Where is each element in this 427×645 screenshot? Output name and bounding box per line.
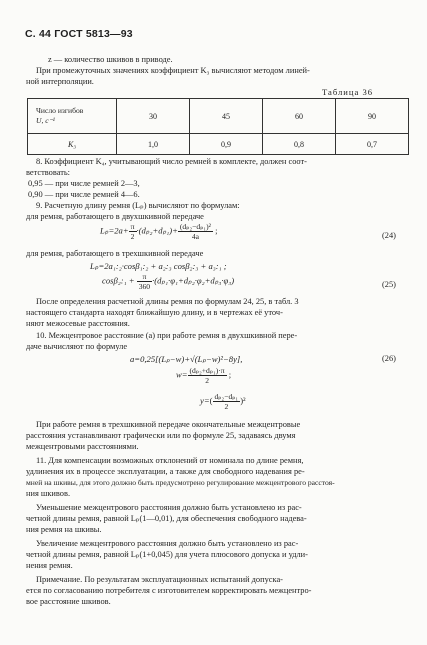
- coefficient-table: [27, 98, 409, 155]
- eq26-y-frac: $\frac{\text{dₚ₂−dₚ₁}}{2}$: [214, 392, 239, 411]
- eq25b-rhs: ·(dₚ₁·φ₁+dₚ₂·φ₂+dₚ₃·φ₃): [152, 275, 235, 286]
- p11-line-1: 11. Для компенсации возможных отклонений от номинала по длине ремня,: [36, 456, 304, 465]
- p-after-line-2: настоящего стандарта находят ближайшую длину, и в чертежах её уточ-: [26, 308, 283, 317]
- p8-line-3: 0,95 — при числе ремней 2—3,: [28, 179, 140, 188]
- p11b-line-2: четной длины ремня, равной Lₚ(1—0,01), для обеспечения свободного надева-: [26, 514, 307, 523]
- p11-line-3: мней на шкивы, для этого должно быть предусмотрено регулирование межцентрового расстоя-: [26, 478, 335, 487]
- table-col-header: 60: [263, 99, 336, 134]
- p9b-line: для ремня, работающего в трехшкивной передаче: [26, 249, 204, 258]
- intro-line-1: z — количество шкивов в приводе.: [48, 55, 173, 64]
- note-line-3: вое расстояние шкивов.: [26, 597, 111, 606]
- intro-line-3: ной интерполяции.: [26, 77, 94, 86]
- p8-line-1: 8. Коэффициент K₄, учитывающий число ремней в комплекте, должен соот-: [36, 157, 307, 166]
- table-col-header: 30: [117, 99, 190, 134]
- table-cell: 1,0: [117, 134, 190, 155]
- formula-24: Lₚ=2a+ $\frac{\pi}{2}$ ·(dₚ₂+dₚ₁)+ $\frac{\text{(dₚ₂−dₚ₁)²}}{4a}$ ;: [100, 222, 218, 241]
- row-label-2: U, с⁻¹: [36, 116, 55, 125]
- eq24-frac: $\frac{\text{(dₚ₂−dₚ₁)²}}{4a}$: [179, 222, 211, 241]
- note-line-1: Примечание. По результатам эксплуатационных испытаний допуска-: [36, 575, 283, 584]
- eq24-mid: ·(dₚ₂+dₚ₁)+: [136, 225, 178, 236]
- p11c-line-2: четной длины ремня, равной Lₚ(1+0,045) для учета плюсового допуска и удли-: [26, 550, 308, 559]
- formula-26-y: y=( $\frac{\text{dₚ₂−dₚ₁}}{2}$ )²: [200, 392, 246, 411]
- p11b-line-1: Уменьшение межцентрового расстояния должно быть установлено из рас-: [36, 503, 302, 512]
- table-cell: 0,9: [190, 134, 263, 155]
- eq24-frac-pi: $\frac{\pi}{2}$: [130, 222, 135, 241]
- p-after-line-1: После определения расчетной длины ремня по формулам 24, 25, в табл. 3: [36, 297, 299, 306]
- value-label-cell: K₃: [28, 134, 117, 155]
- table-cell: 0,8: [263, 134, 336, 155]
- p8-line-4: 0,90 — при числе ремней 4—6.: [28, 190, 140, 199]
- p11c-line-3: нения ремня.: [26, 561, 73, 570]
- p-after-line-3: няют межосевые расстояния.: [26, 319, 130, 328]
- page-header: С. 44 ГОСТ 5813—93: [25, 28, 133, 40]
- p-tri-line-1: При работе ремня в трехшкивной передаче окончательные межцентровые: [36, 420, 301, 429]
- table-cell: 0,7: [336, 134, 409, 155]
- eq26-number: (26): [382, 354, 396, 363]
- intro-line-2: При промежуточных значениях коэффициент K₃ вычисляют методом линей-: [36, 66, 310, 75]
- p10-line-1: 10. Межцентровое расстояние (a) при работе ремня в двухшкивной пере-: [36, 331, 298, 340]
- table-title: Таблица 36: [322, 87, 374, 97]
- p11-line-4: ния шкивов.: [26, 489, 71, 498]
- p11-line-2: удлинения их в процессе эксплуатации, а также для свободного надевания ре-: [26, 467, 305, 476]
- eq26-y-lhs: y=: [200, 395, 210, 406]
- eq26-w-frac: $\frac{\text{(dₚ₂+dₚ₁)·π}}{2}$: [189, 366, 225, 385]
- p11b-line-3: ния ремня на шкивы.: [26, 525, 102, 534]
- formula-25a: Lₚ=2a₁:₂·cosβ₁:₂ + a₂:₃ cosβ₂:₃ + a₃:₁ ;: [90, 261, 227, 271]
- table-header-row: [28, 99, 409, 134]
- p-tri-line-2: расстояния устанавливают графически или по формуле 25, задаваясь двумя: [26, 431, 296, 440]
- eq25b-lhs: cosβ₂:₁ +: [102, 275, 135, 286]
- eq24-lhs: Lₚ=2a+: [100, 225, 129, 236]
- p10-line-2: даче вычисляют по формуле: [26, 342, 128, 351]
- p9-line-1: 9. Расчетную длину ремня (Lₚ) вычисляют по формулам:: [36, 201, 240, 210]
- table-col-header: 45: [190, 99, 263, 134]
- p8-line-2: ветствовать:: [26, 168, 70, 177]
- table-col-header: 90: [336, 99, 409, 134]
- row-label-cell: [28, 99, 117, 134]
- p-tri-line-3: межцентровыми расстояниями.: [26, 442, 139, 451]
- p11c-line-1: Увеличение межцентрового расстояния должно быть установлено из рас-: [36, 539, 299, 548]
- eq24-number: (24): [382, 231, 396, 240]
- eq26-w-lhs: w=: [176, 369, 188, 380]
- row-label-1: Число изгибов: [36, 106, 84, 115]
- table-value-row: [28, 134, 409, 155]
- note-line-2: ется по согласованию потребителя с изготовителем корректировать межцентро-: [26, 586, 312, 595]
- eq25b-frac: $\frac{\pi}{360}$: [138, 272, 151, 291]
- p9-line-2: для ремня, работающего в двухшкивной передаче: [26, 212, 204, 221]
- formula-25b: [102, 272, 234, 291]
- formula-26: a=0,25[(Lₚ−w)+√(Lₚ−w)²−8y],: [130, 354, 243, 364]
- eq25-number: (25): [382, 280, 396, 289]
- formula-26-w: w= $\frac{\text{(dₚ₂+dₚ₁)·π}}{2}$ ;: [176, 366, 232, 385]
